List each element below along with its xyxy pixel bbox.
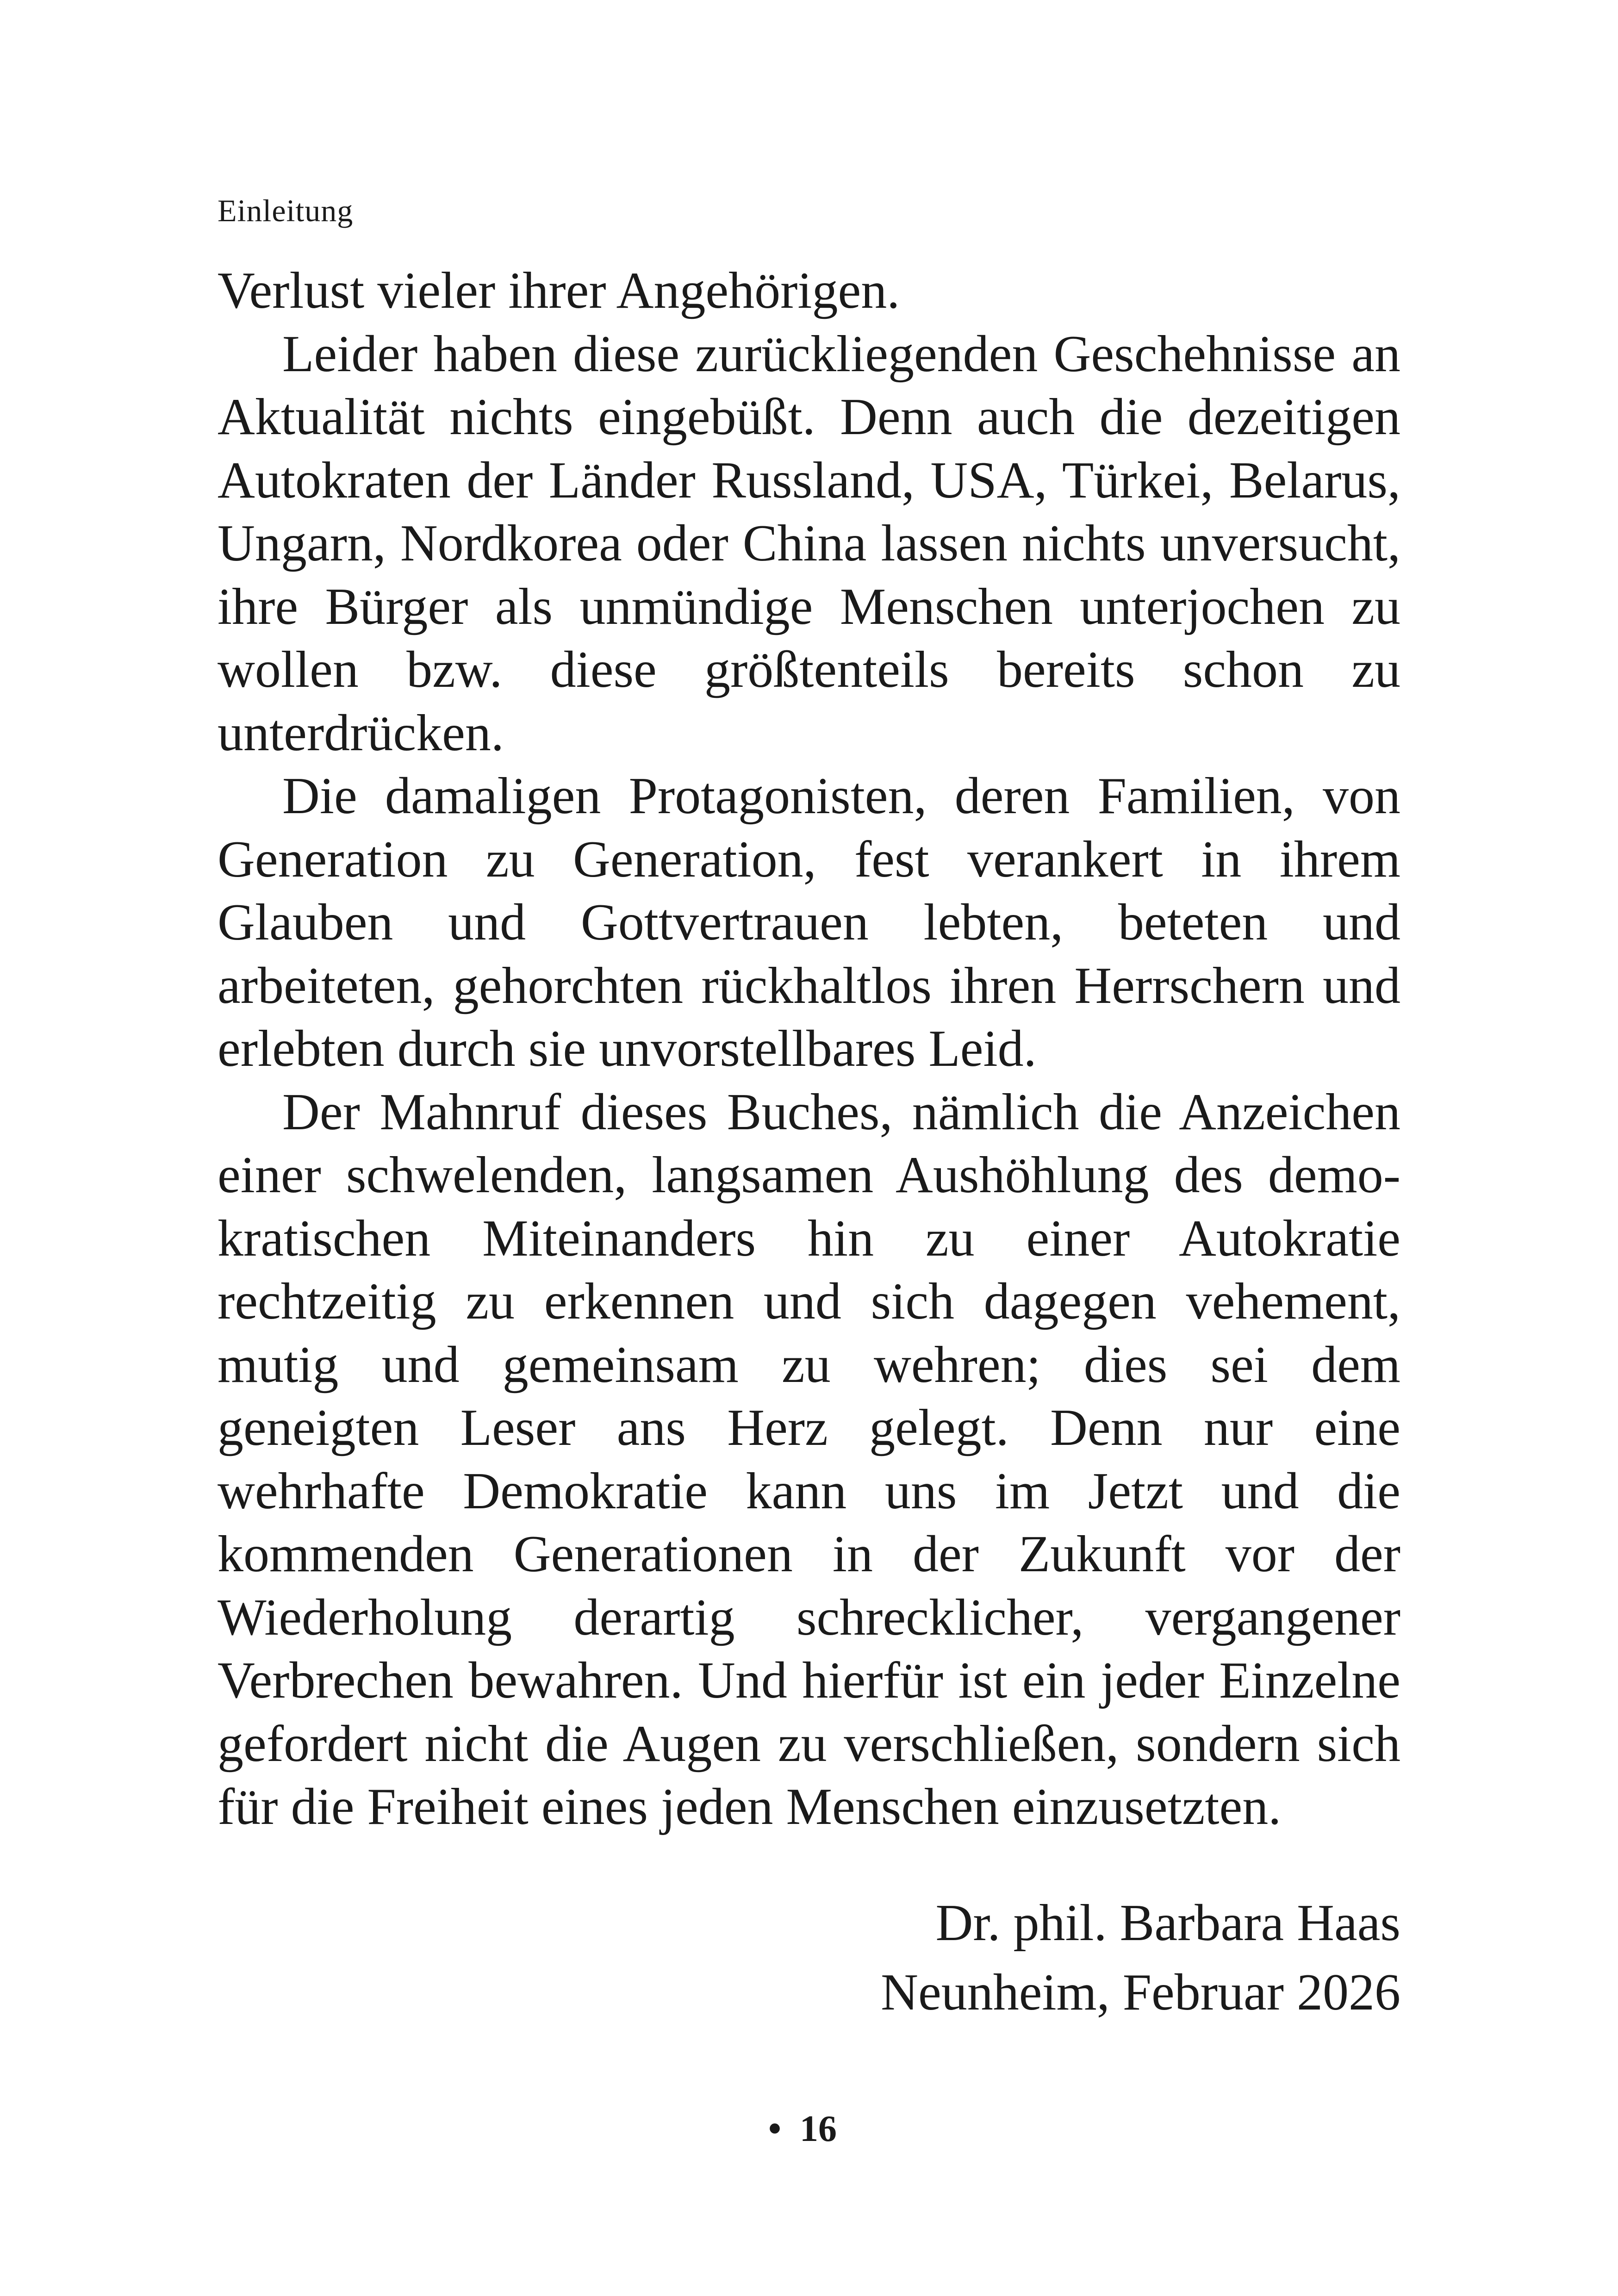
page-number-folio bbox=[768, 2106, 837, 2152]
author-name: Dr. phil. Barbara Haas bbox=[935, 1894, 1400, 1952]
place-date: Neunheim, Februar 2026 bbox=[881, 1964, 1400, 2021]
running-head: Einleitung bbox=[218, 193, 354, 228]
paragraph: Leider haben diese zurückliegenden Geschehnisse an Aktualität nichts eingebüßt. Denn auch die dezeitigen Autokraten der Länder Russland, USA, Türkei, Belarus, Ungarn, Nordkorea oder China lassen nichts unversucht, ihre Bürger als unmündige Menschen unterjochen zu wollen bzw. diese größtenteils bereits schon zu unterdrücken. bbox=[218, 325, 1400, 762]
paragraph: Der Mahnruf dieses Buches, nämlich die Anzeichen einer schwelenden, langsamen Aushöhlung des demokratischen Miteinanders hin zu einer Autokratie rechtzeitig zu erkennen und sich dagegen vehement, mutig und gemeinsam zu wehren; dies sei dem geneigten Leser ans Herz gelegt. Denn nur eine wehrhafte Demokratie kann uns im Jetzt und die kommenden Generationen in der Zukunft vor der Wiederholung derartig schrecklicher, vergangener Verbrechen bewahren. Und hierfür ist ein jeder Einzelne gefordert nicht die Augen zu verschließen, sondern sich für die Freiheit eines jeden Menschen einzusetzten. bbox=[218, 1083, 1400, 1836]
signature-block bbox=[881, 1888, 1400, 2027]
page-number: 16 bbox=[800, 2109, 837, 2149]
bullet-icon: • bbox=[768, 2109, 782, 2149]
paragraph: Die damaligen Protagonisten, deren Familien, von Generation zu Generation, fest verankert in ihrem Glauben und Gottvertrauen lebten, beteten und arbeiteten, gehorchten rückhaltlos ihren Herrschern und erlebten durch sie unvorstellbares Leid. bbox=[218, 767, 1400, 1077]
body-text bbox=[218, 259, 1400, 1839]
paragraph-continuation: Verlust vieler ihrer Angehörigen. bbox=[218, 262, 900, 319]
